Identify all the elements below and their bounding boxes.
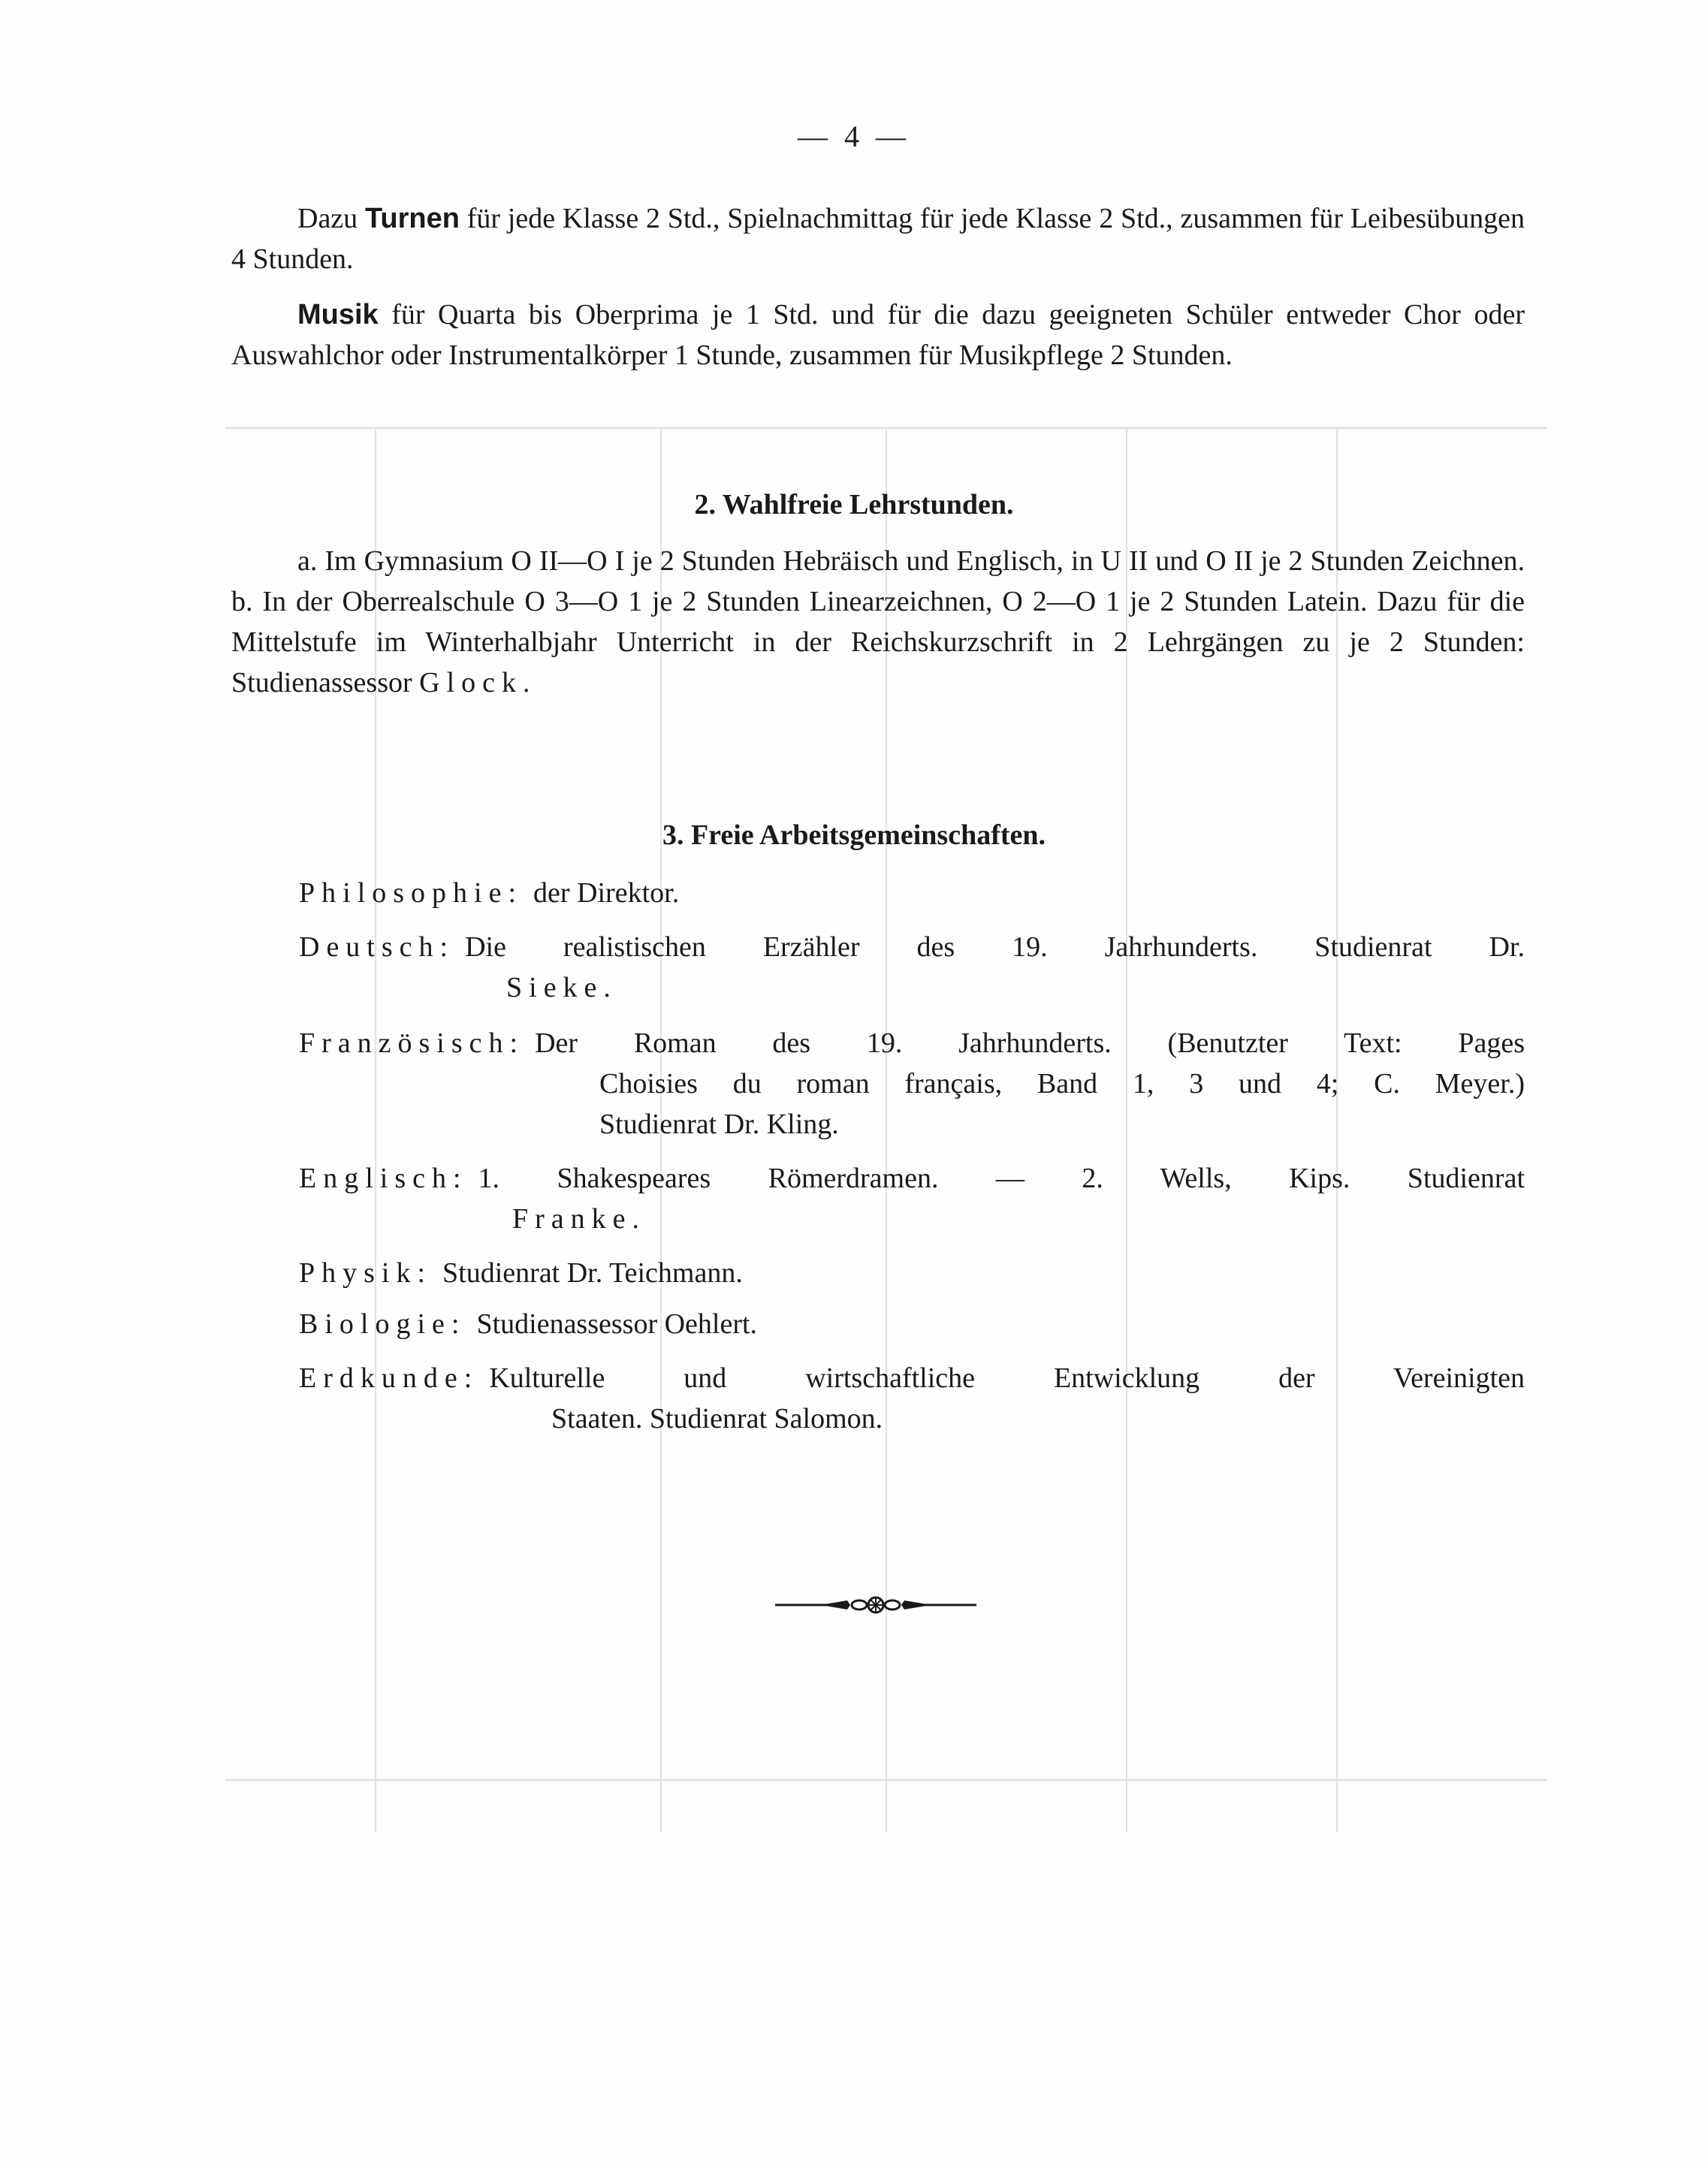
entry-englisch	[299, 1158, 1525, 1239]
entry-label: Physik:	[299, 1257, 433, 1289]
page-number: — 4 —	[798, 119, 910, 153]
entry-line: Studienassessor Oehlert.	[476, 1308, 758, 1340]
entry-label: Erdkunde:	[299, 1362, 479, 1394]
entry-line: Franke.	[512, 1203, 647, 1235]
entry-line: 1. Shakespeares Römerdramen. — 2. Wells, Kips. Studienrat	[478, 1163, 1525, 1194]
entry-line: Studienrat Dr. Teichmann.	[442, 1257, 743, 1289]
entry-erdkunde	[299, 1358, 1525, 1439]
paragraph-musik	[231, 294, 1525, 376]
paragraph-musik-rest: für Quarta bis Oberprima je 1 Std. und für die dazu geeigneten Schüler entweder Chor oder Auswahlchor oder Instrumentalkörper 1 Stunde, zusammen für Musikpflege 2 Stunden.	[231, 299, 1525, 371]
entry-label: Englisch:	[299, 1163, 468, 1194]
entry-line: Choisies du roman français, Band 1, 3 und 4; C. Meyer.)	[599, 1068, 1525, 1100]
entry-philosophie	[299, 873, 1525, 913]
entry-line: Die realistischen Erzähler des 19. Jahrhunderts. Studienrat Dr.	[465, 931, 1525, 963]
entry-label: Deutsch:	[299, 931, 455, 963]
entry-line: Staaten. Studienrat Salomon.	[551, 1403, 883, 1434]
section-3-heading: 3. Freie Arbeitsgemeinschaften.	[662, 819, 1046, 851]
paragraph-turnen	[231, 198, 1525, 279]
entry-deutsch	[299, 927, 1525, 1008]
entry-line: Studienrat Dr. Kling.	[599, 1109, 839, 1140]
entry-line: Der Roman des 19. Jahrhunderts. (Benutzter Text: Pages	[535, 1027, 1525, 1059]
entry-physik	[299, 1253, 1525, 1293]
entry-label: Philosophie:	[299, 877, 524, 909]
entry-label: Biologie:	[299, 1308, 466, 1340]
paragraph-turnen-rest: für jede Klasse 2 Std., Spielnachmittag für jede Klasse 2 Std., zusammen für Leibesübungen 4 Stunden.	[231, 203, 1525, 275]
entry-franzoesisch	[299, 1023, 1525, 1145]
paragraph-turnen-prefix: Dazu	[297, 203, 365, 234]
paragraph-turnen-bold: Turnen	[364, 203, 460, 234]
ornament-divider-icon	[775, 1595, 976, 1615]
entry-biologie	[299, 1304, 1525, 1344]
section-2-body: a. Im Gymnasium O II—O I je 2 Stunden Hebräisch und Englisch, in U II und O II je 2 Stunden Zeichnen. b. In der Oberrealschule O 3—O 1 je 2 Stunden Linearzeichnen, O 2—O 1 je 2 Stunden Latein. Dazu für die Mittelstufe im Winterhalbjahr Unterricht in der Reichskurzschrift in 2 Lehrgängen zu je 2 Stunden: Studienassessor	[231, 545, 1525, 698]
section-2-text	[231, 541, 1525, 703]
entry-label: Französisch:	[299, 1027, 525, 1059]
entry-line: der Direktor.	[533, 877, 680, 909]
section-2-end: .	[523, 667, 530, 698]
entry-line: Kulturelle und wirtschaftliche Entwicklung der Vereinigten	[489, 1362, 1525, 1394]
paragraph-musik-bold: Musik	[297, 299, 379, 330]
section-2-heading: 2. Wahlfreie Lehrstunden.	[694, 489, 1014, 520]
section-2-name: Glock	[419, 667, 524, 698]
entry-line: Sieke.	[506, 972, 617, 1003]
